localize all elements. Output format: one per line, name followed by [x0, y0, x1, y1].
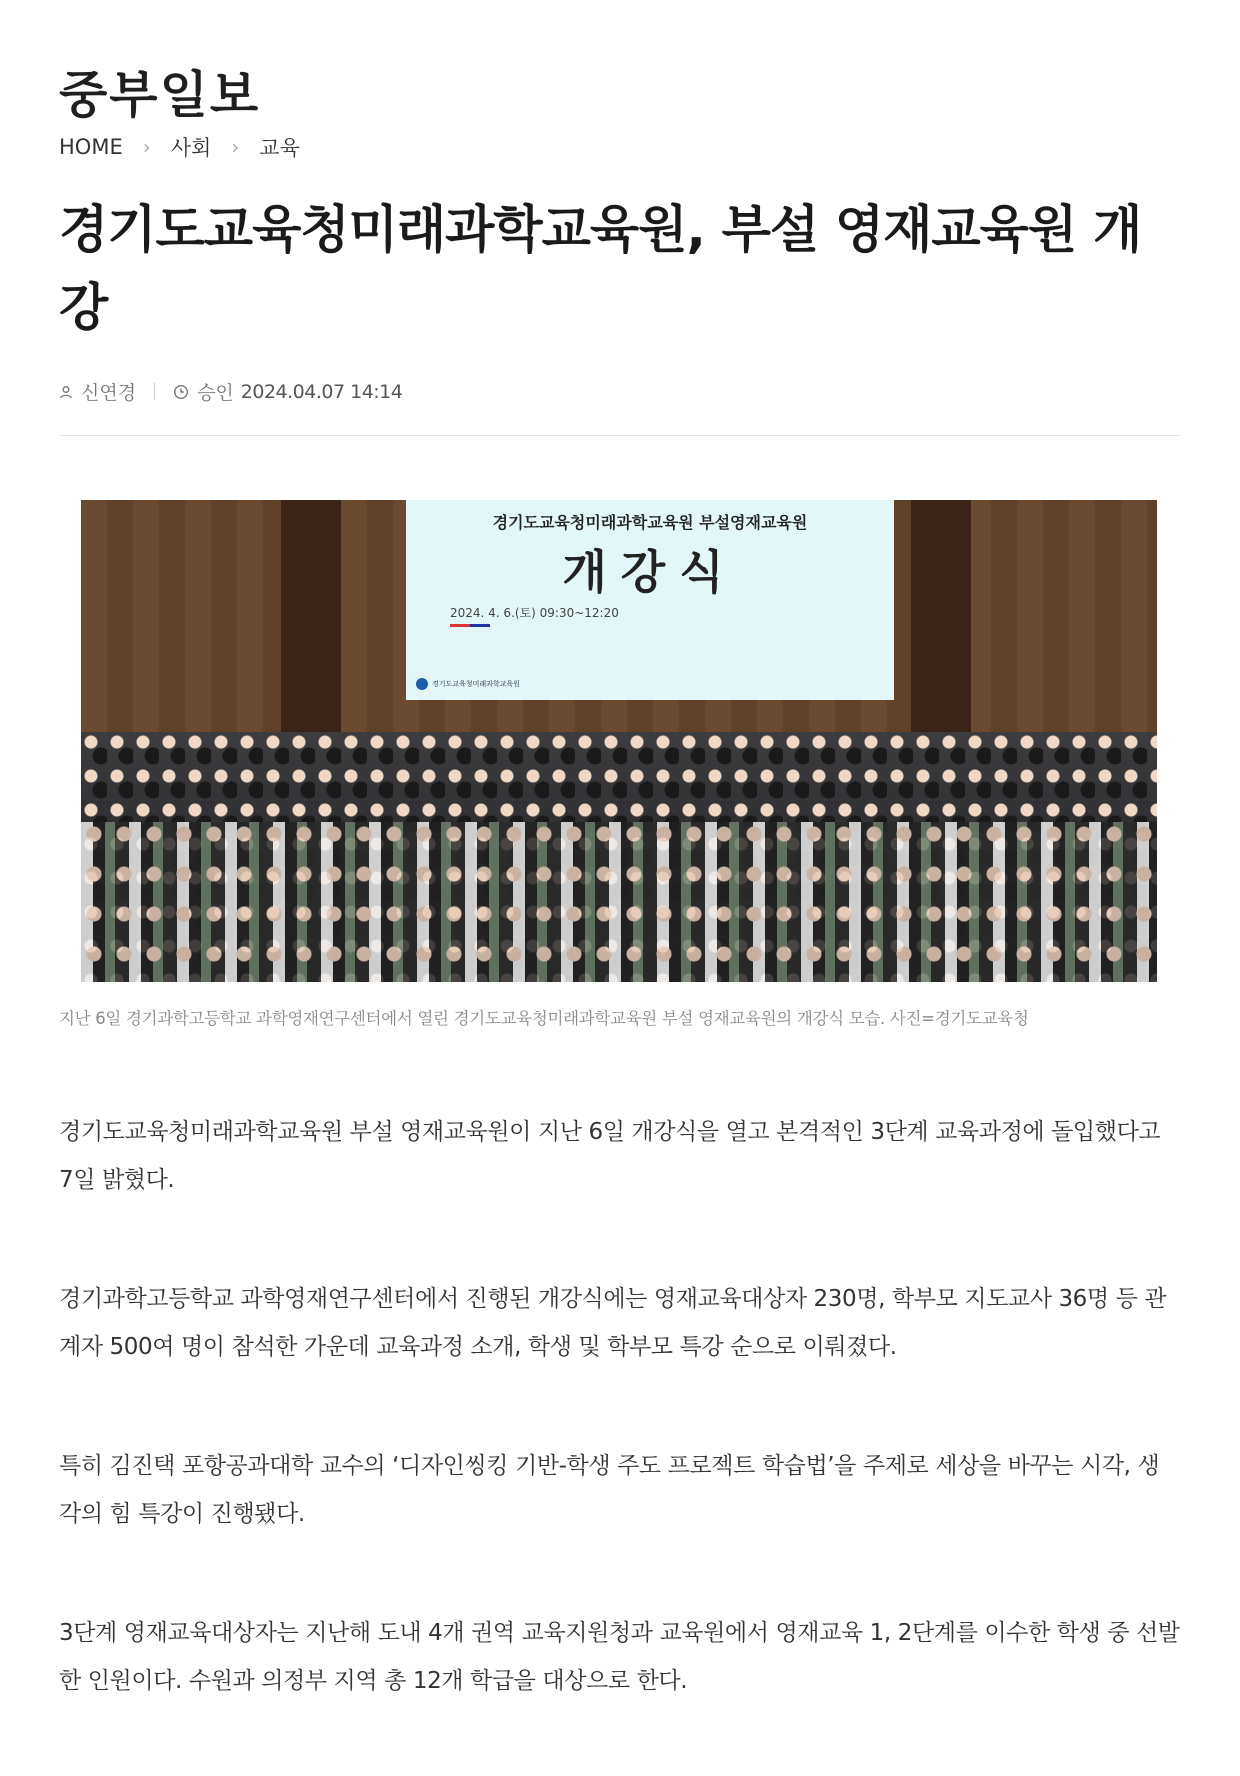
article-paragraph: 경기도교육청미래과학교육원 부설 영재교육원이 지난 6일 개강식을 열고 본격적인 3단계 교육과정에 돌입했다고 7일 밝혔다. — [59, 1119, 1161, 1193]
screen-footer: 경기도교육청미래과학교육원 — [416, 678, 520, 690]
breadcrumb-subsection[interactable]: 교육 — [259, 136, 300, 160]
site-logo[interactable]: 중부일보 — [59, 66, 261, 124]
photo-caption: 지난 6일 경기과학고등학교 과학영재연구센터에서 열린 경기도교육청미래과학교육원 부설 영재교육원의 개강식 모습. 사진=경기도교육청 — [59, 1009, 1029, 1028]
status-label: 승인 — [197, 382, 234, 404]
article-meta — [59, 378, 402, 405]
screen-title: 개강식 — [562, 545, 738, 599]
photo-crowd-front — [81, 822, 1157, 982]
breadcrumb-section[interactable]: 사회 — [170, 136, 212, 160]
chevron-right-icon: › — [142, 135, 151, 159]
breadcrumb — [59, 132, 300, 162]
breadcrumb-home[interactable]: HOME — [59, 135, 123, 159]
screen-org: 경기도교육청미래과학교육원 부설영재교육원 — [492, 513, 808, 532]
clock-icon — [173, 384, 189, 400]
chevron-right-icon: › — [231, 135, 240, 159]
article-paragraph: 3단계 영재교육대상자는 지난해 도내 4개 권역 교육지원청과 교육원에서 영재교육 1, 2단계를 이수한 학생 중 선발한 인원이다. 수원과 의정부 지역 총 12개 학급을 대상으로 한다. — [59, 1620, 1180, 1694]
article-title: 경기도교육청미래과학교육원, 부설 영재교육원 개강 — [59, 201, 1142, 338]
screen-accent-bar — [450, 624, 490, 627]
meta-divider — [154, 383, 155, 400]
emblem-icon — [416, 678, 428, 690]
author-name[interactable]: 신연경 — [81, 382, 137, 404]
article-paragraph: 특히 김진택 포항공과대학 교수의 ‘디자인씽킹 기반-학생 주도 프로젝트 학습법’을 주제로 세상을 바꾸는 시각, 생각의 힘 특강이 진행됐다. — [59, 1453, 1160, 1527]
article-paragraph: 경기과학고등학교 과학영재연구센터에서 진행된 개강식에는 영재교육대상자 230명, 학부모 지도교사 36명 등 관계자 500여 명이 참석한 가운데 교육과정 소개, 학생 및 학부모 특강 순으로 이뤄졌다. — [59, 1286, 1167, 1360]
article-body — [59, 1108, 1181, 1776]
projection-screen — [406, 500, 894, 700]
screen-date: 2024. 4. 6.(토) 09:30~12:20 — [450, 606, 619, 620]
article-photo — [81, 500, 1157, 982]
publish-date: 2024.04.07 14:14 — [240, 380, 403, 403]
person-icon — [59, 385, 73, 399]
header-divider — [59, 435, 1181, 436]
